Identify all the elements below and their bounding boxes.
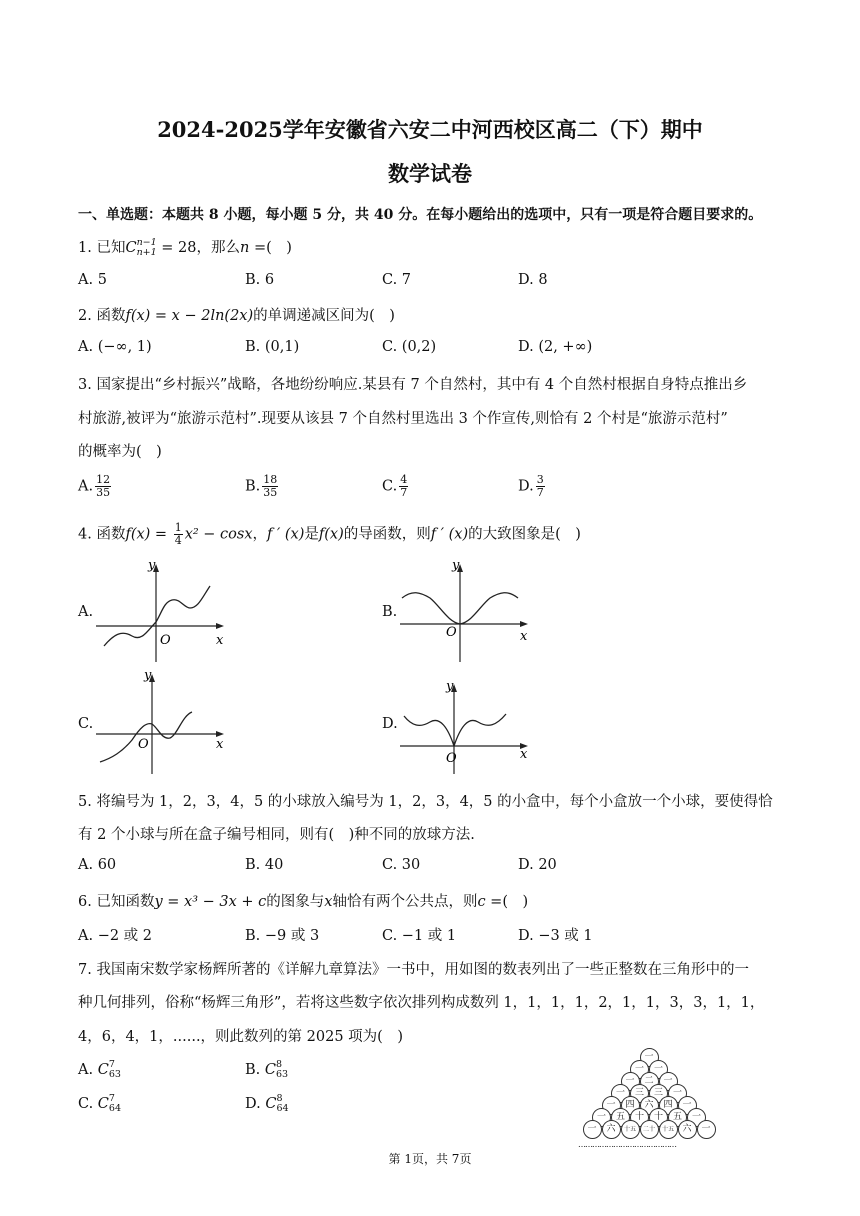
question-4-stem: 4. 函数f(x) = $\frac{1}{4}$ x² − cosx，f ′ (x)是f(x)的导函数，则f ′ (x)的大致图象是( ) <box>78 521 581 547</box>
graph-c-y-label: y <box>144 668 152 683</box>
triangle-cell: 二十 <box>640 1120 659 1139</box>
q2-option-b[interactable]: B. (0,1) <box>245 339 300 355</box>
q7-option-d[interactable]: D. C 8 64 <box>245 1093 289 1114</box>
q4-option-d-label[interactable]: D. <box>382 716 398 732</box>
graph-b-origin: O <box>446 625 457 640</box>
triangle-cell: 六 <box>640 1096 659 1115</box>
q4-option-b-label[interactable]: B. <box>382 604 398 620</box>
exam-title-line2: 数学试卷 <box>388 161 472 186</box>
q1-option-c[interactable]: C. 7 <box>382 272 412 288</box>
q4-graph-a[interactable] <box>92 556 232 664</box>
question-1-stem: 1. 已知C n−1 n+1 = 28，那么n =( ) <box>78 237 292 258</box>
triangle-cell: 六 <box>678 1120 697 1139</box>
triangle-cell: 四 <box>659 1096 678 1115</box>
q2-option-d[interactable]: D. (2, +∞) <box>518 339 593 355</box>
yang-hui-triangle <box>576 1048 722 1149</box>
q5-option-c[interactable]: C. 30 <box>382 857 421 873</box>
triangle-cell: 一 <box>602 1096 621 1115</box>
triangle-dots: …………………………………… <box>578 1140 676 1149</box>
triangle-cell: 三 <box>649 1084 668 1103</box>
triangle-cell: 三 <box>630 1084 649 1103</box>
triangle-cell: 一 <box>583 1120 602 1139</box>
triangle-cell: 五 <box>668 1108 687 1127</box>
triangle-cell: 四 <box>621 1096 640 1115</box>
q7-option-c[interactable]: C. C 7 64 <box>78 1093 121 1114</box>
triangle-cell: 六 <box>602 1120 621 1139</box>
q4-option-c-label[interactable]: C. <box>78 716 94 732</box>
graph-a-x-label: x <box>216 633 224 648</box>
triangle-cell: 一 <box>621 1072 640 1091</box>
q4-graph-c[interactable] <box>92 666 232 776</box>
triangle-cell: 一 <box>678 1096 697 1115</box>
q1-option-a[interactable]: A. 5 <box>78 272 107 288</box>
triangle-cell: 一 <box>668 1084 687 1103</box>
graph-d-y-label: y <box>446 679 454 694</box>
q3-option-a[interactable]: A. $\frac{12}{35}$ <box>78 473 111 499</box>
q5-option-a[interactable]: A. 60 <box>78 857 117 873</box>
q5-option-b[interactable]: B. 40 <box>245 857 284 873</box>
section-heading: 一、单选题：本题共 8 小题，每小题 5 分，共 40 分。在每小题给出的选项中，只有一项是符合题目要求的。 <box>78 207 763 223</box>
graph-b-x-label: x <box>520 629 528 644</box>
q4-graph-b[interactable] <box>396 556 536 664</box>
triangle-cell: 一 <box>697 1120 716 1139</box>
triangle-cell: 十 <box>649 1108 668 1127</box>
q2-option-c[interactable]: C. (0,2) <box>382 339 437 355</box>
triangle-cell: 一 <box>659 1072 678 1091</box>
exam-title-line1: 2024-2025学年安徽省六安二中河西校区高二（下）期中 <box>157 117 703 142</box>
q6-option-d[interactable]: D. −3 或 1 <box>518 928 593 944</box>
q4-graph-d[interactable] <box>396 666 536 776</box>
triangle-cell: 一 <box>687 1108 706 1127</box>
triangle-cell: 一 <box>649 1060 668 1079</box>
triangle-cell: 一 <box>640 1048 659 1067</box>
triangle-cell: 一 <box>611 1084 630 1103</box>
question-5-line2: 有 2 个小球与所在盒子编号相同，则有( )种不同的放球方法. <box>78 827 475 843</box>
triangle-cell: 一 <box>592 1108 611 1127</box>
q3-option-d[interactable]: D. $\frac{3}{7}$ <box>518 473 544 499</box>
question-3-line3: 的概率为( ) <box>78 444 162 460</box>
graph-c-x-label: x <box>216 737 224 752</box>
q3-option-c[interactable]: C. $\frac{4}{7}$ <box>382 473 408 499</box>
graph-d-origin: O <box>446 751 457 766</box>
q7-option-a[interactable]: A. C 7 63 <box>78 1059 121 1080</box>
question-2-stem: 2. 函数f(x) = x − 2ln(2x)的单调递减区间为( ) <box>78 308 395 324</box>
question-7-line3: 4，6，4，1，......，则此数列的第 2025 项为( ) <box>78 1029 403 1045</box>
triangle-cell: 十 <box>630 1108 649 1127</box>
graph-c-origin: O <box>138 737 149 752</box>
question-3-line1: 3. 国家提出“乡村振兴”战略，各地纷纷响应.某县有 7 个自然村，其中有 4 个自然村根据自身特点推出乡 <box>78 377 748 393</box>
q6-option-c[interactable]: C. −1 或 1 <box>382 928 457 944</box>
page-footer: 第 1页，共 7页 <box>388 1152 472 1166</box>
q1-option-d[interactable]: D. 8 <box>518 272 548 288</box>
q4-option-a-label[interactable]: A. <box>78 604 94 620</box>
triangle-cell: 一 <box>630 1060 649 1079</box>
q1-option-b[interactable]: B. 6 <box>245 272 275 288</box>
triangle-cell: 二 <box>640 1072 659 1091</box>
graph-b-y-label: y <box>452 558 460 573</box>
q6-option-b[interactable]: B. −9 或 3 <box>245 928 320 944</box>
q3-option-b[interactable]: B. $\frac{18}{35}$ <box>245 473 278 499</box>
q5-option-d[interactable]: D. 20 <box>518 857 557 873</box>
graph-a-origin: O <box>160 633 171 648</box>
question-7-line1: 7. 我国南宋数学家杨辉所著的《详解九章算法》一书中，用如图的数表列出了一些正整数在三角形中的一 <box>78 962 749 978</box>
question-6-stem: 6. 已知函数y = x³ − 3x + c的图象与x轴恰有两个公共点，则c =( ) <box>78 894 529 910</box>
question-7-line2: 种几何排列，俗称“杨辉三角形”，若将这些数字依次排列构成数列 1，1，1，1，2，1，1，3，3，1，1， <box>78 995 765 1011</box>
q6-option-a[interactable]: A. −2 或 2 <box>78 928 153 944</box>
graph-a-y-label: y <box>148 558 156 573</box>
q2-option-a[interactable]: A. (−∞, 1) <box>78 339 152 355</box>
triangle-cell: 十五 <box>621 1120 640 1139</box>
question-3-line2: 村旅游,被评为“旅游示范村”.现要从该县 7 个自然村里选出 3 个作宣传,则恰有 2 个村是“旅游示范村” <box>78 411 728 427</box>
triangle-cell: 十五 <box>659 1120 678 1139</box>
triangle-cell: 五 <box>611 1108 630 1127</box>
graph-d-x-label: x <box>520 747 528 762</box>
q7-option-b[interactable]: B. C 8 63 <box>245 1059 289 1080</box>
question-5-line1: 5. 将编号为 1，2，3，4，5 的小球放入编号为 1，2，3，4，5 的小盒中，每个小盒放一个小球，要使得恰 <box>78 794 773 810</box>
